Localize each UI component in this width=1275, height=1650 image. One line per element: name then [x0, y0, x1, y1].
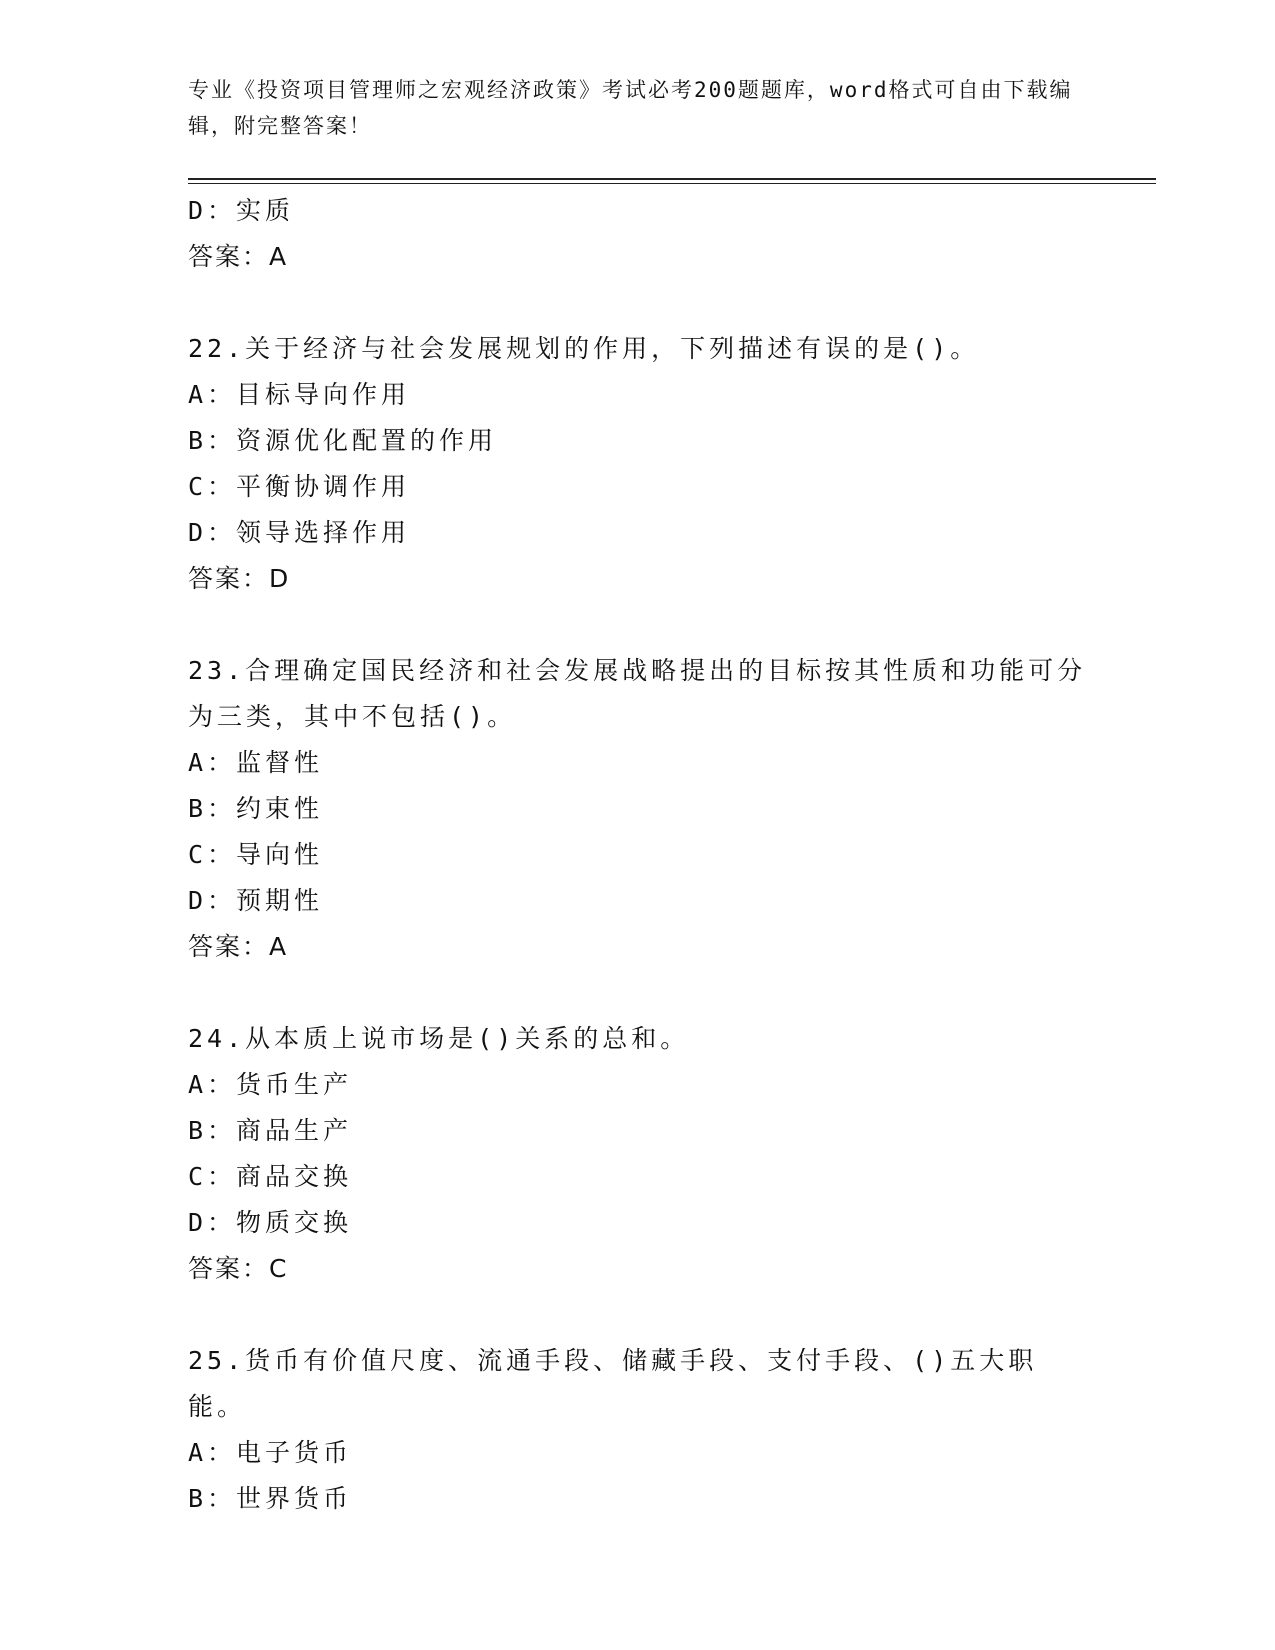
option-b: B：资源优化配置的作用 — [188, 426, 498, 455]
answer: 答案：A — [188, 932, 289, 961]
answer: 答案：A — [188, 242, 289, 271]
header-divider — [188, 178, 1156, 184]
option-b: B：商品生产 — [188, 1116, 353, 1145]
option-a: A：目标导向作用 — [188, 380, 411, 409]
option-d: D：物质交换 — [188, 1208, 353, 1237]
question-stem: 24.从本质上说市场是()关系的总和。 — [188, 1024, 690, 1053]
document-body — [188, 188, 1088, 1522]
question-stem: 25.货币有价值尺度、流通手段、储藏手段、支付手段、()五大职能。 — [188, 1346, 1038, 1421]
option-d: D：领导选择作用 — [188, 518, 411, 547]
option-c: C：导向性 — [188, 840, 324, 869]
option-d: D：实质 — [188, 196, 295, 225]
carryover-question — [188, 188, 1088, 280]
option-b: B：约束性 — [188, 794, 324, 823]
question-23 — [188, 648, 1088, 970]
option-d: D：预期性 — [188, 886, 324, 915]
question-24 — [188, 1016, 1088, 1292]
answer: 答案：C — [188, 1254, 289, 1283]
option-b: B：世界货币 — [188, 1484, 353, 1513]
question-stem: 23.合理确定国民经济和社会发展战略提出的目标按其性质和功能可分为三类，其中不包括()。 — [188, 656, 1087, 731]
question-25 — [188, 1338, 1088, 1522]
question-22 — [188, 326, 1088, 602]
option-c: C：商品交换 — [188, 1162, 353, 1191]
option-c: C：平衡协调作用 — [188, 472, 411, 501]
option-a: A：货币生产 — [188, 1070, 353, 1099]
question-stem: 22.关于经济与社会发展规划的作用，下列描述有误的是()。 — [188, 334, 980, 363]
option-a: A：电子货币 — [188, 1438, 353, 1467]
option-a: A：监督性 — [188, 748, 324, 777]
page-header: 专业《投资项目管理师之宏观经济政策》考试必考200题题库，word格式可自由下载编辑，附完整答案！ — [188, 78, 1073, 138]
answer: 答案：D — [188, 564, 291, 593]
